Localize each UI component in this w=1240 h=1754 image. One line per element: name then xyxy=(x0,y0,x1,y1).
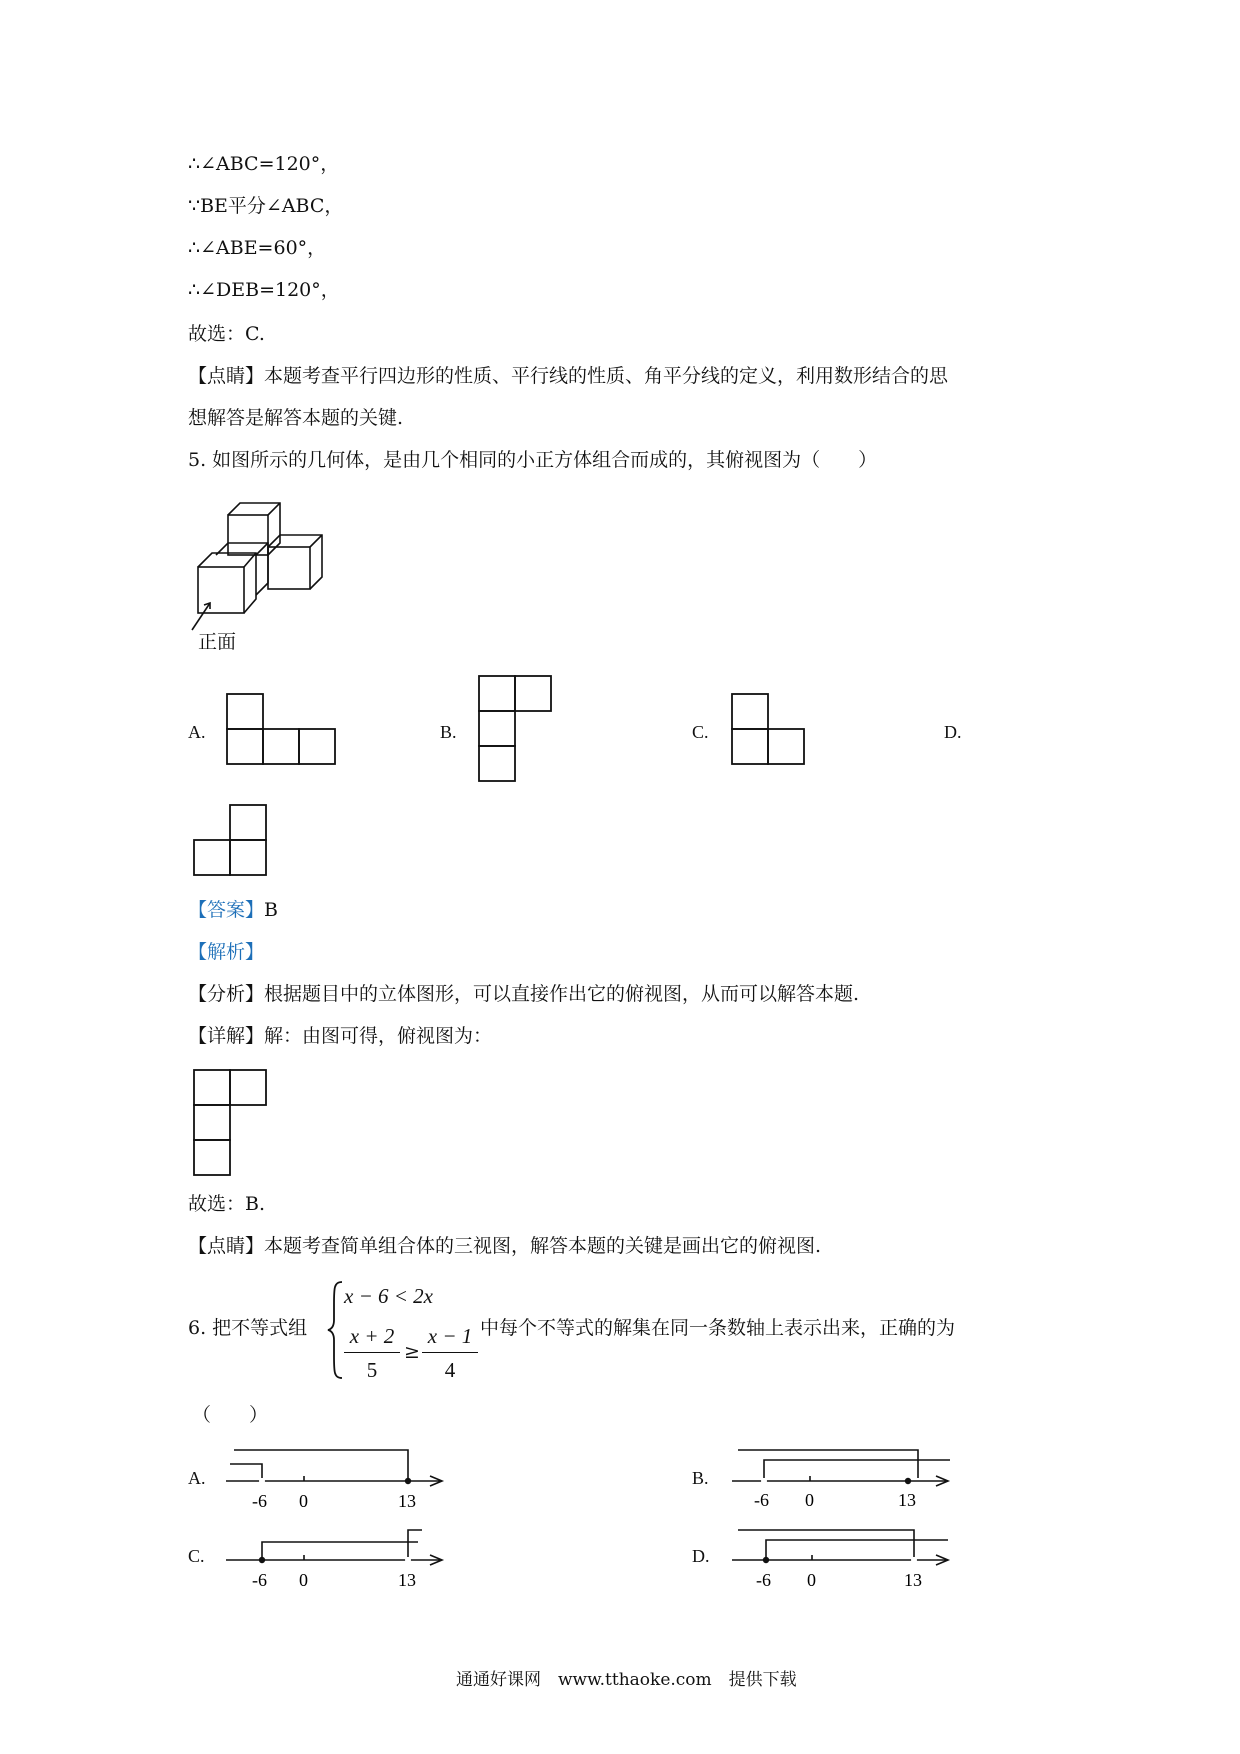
tick-label-13: 13 xyxy=(398,1570,416,1590)
q6-option-a-label: A. xyxy=(188,1468,206,1488)
remark-text: 本题考查平行四边形的性质、平行线的性质、角平分线的定义，利用数形结合的思 xyxy=(264,365,949,387)
q6-paren: （ ） xyxy=(192,1404,269,1426)
number-line-c xyxy=(222,1520,462,1600)
relation-symbol: ≥ xyxy=(404,1341,420,1363)
analysis-tag: 【解析】 xyxy=(188,941,265,963)
number-line-b xyxy=(728,1440,968,1520)
proof-line-4: ∴∠DEB=120°， xyxy=(188,279,340,301)
number-line-d xyxy=(728,1520,968,1600)
proof-line-2: ∵BE平分∠ABC， xyxy=(188,195,344,217)
detail-label: 【详解】 xyxy=(188,1025,265,1047)
fraction-2-denominator: 4 xyxy=(444,1358,456,1382)
answer-tag: 【答案】 xyxy=(188,899,265,921)
q5-remark xyxy=(188,1234,821,1258)
tick-label-neg6: -6 xyxy=(252,1570,267,1590)
proof-line-3: ∴∠ABE=60°， xyxy=(188,237,327,259)
q5-option-a-label: A. xyxy=(188,722,206,742)
q5-stem: 5. 如图所示的几何体，是由几个相同的小正方体组合而成的，其俯视图为（ ） xyxy=(188,449,878,471)
fraction-1-numerator: x + 2 xyxy=(349,1324,395,1348)
tick-label-neg6: -6 xyxy=(756,1570,771,1590)
tick-label-0: 0 xyxy=(299,1570,308,1590)
cube-figure xyxy=(190,495,370,645)
fraction-1-bar xyxy=(344,1352,400,1353)
remark-tag: 【点睛】 xyxy=(188,365,265,387)
fraction-1-denominator: 5 xyxy=(366,1358,378,1382)
remark-text: 本题考查简单组合体的三视图，解答本题的关键是画出它的俯视图. xyxy=(264,1235,822,1257)
page-footer: 通通好课网 www.tthaoke.com 提供下载 xyxy=(456,1670,797,1690)
tick-label-neg6: -6 xyxy=(754,1490,769,1510)
q4-remark-line1 xyxy=(188,364,948,388)
q5-solution-figure xyxy=(193,1069,267,1175)
tick-label-0: 0 xyxy=(807,1570,816,1590)
q6-option-b-label: B. xyxy=(692,1468,709,1488)
q4-remark-line2: 想解答是解答本题的关键. xyxy=(188,407,404,429)
answer-value: B xyxy=(264,899,278,921)
q4-conclusion: 故选：C. xyxy=(188,323,265,345)
q5-option-b-figure xyxy=(478,675,552,781)
tick-label-13: 13 xyxy=(398,1491,416,1511)
analysis-text: 根据题目中的立体图形，可以直接作出它的俯视图，从而可以解答本题. xyxy=(264,983,860,1005)
tick-label-0: 0 xyxy=(805,1490,814,1510)
q6-option-c-label: C. xyxy=(188,1546,205,1566)
tick-label-neg6: -6 xyxy=(252,1491,267,1511)
analysis-label: 【分析】 xyxy=(188,983,265,1005)
tick-label-13: 13 xyxy=(904,1570,922,1590)
inequality-1: x − 6 < 2x xyxy=(344,1284,433,1308)
q5-answer xyxy=(188,898,278,922)
q5-analysis xyxy=(188,982,859,1006)
tick-label-13: 13 xyxy=(898,1490,916,1510)
q5-option-c-figure xyxy=(731,693,805,765)
q5-option-d-figure xyxy=(193,804,267,876)
q5-option-b-label: B. xyxy=(440,722,457,742)
q5-option-d-label: D. xyxy=(944,722,962,742)
q5-option-a-figure xyxy=(226,693,336,765)
q5-conclusion: 故选：B. xyxy=(188,1193,266,1215)
detail-text: 解：由图可得，俯视图为： xyxy=(264,1025,493,1047)
fraction-2-numerator: x − 1 xyxy=(427,1324,473,1348)
number-line-a xyxy=(222,1440,462,1520)
q6-option-d-label: D. xyxy=(692,1546,710,1566)
q5-option-c-label: C. xyxy=(692,722,709,742)
proof-line-1: ∴∠ABC=120°， xyxy=(188,153,340,175)
fraction-2-bar xyxy=(422,1352,478,1353)
q6-stem-prefix: 6. 把不等式组 xyxy=(188,1317,308,1339)
remark-tag: 【点睛】 xyxy=(188,1235,265,1257)
q5-detail xyxy=(188,1024,492,1048)
q6-stem-suffix: 中每个不等式的解集在同一条数轴上表示出来，正确的为 xyxy=(480,1317,956,1339)
tick-label-0: 0 xyxy=(299,1491,308,1511)
front-label: 正面 xyxy=(198,631,237,653)
